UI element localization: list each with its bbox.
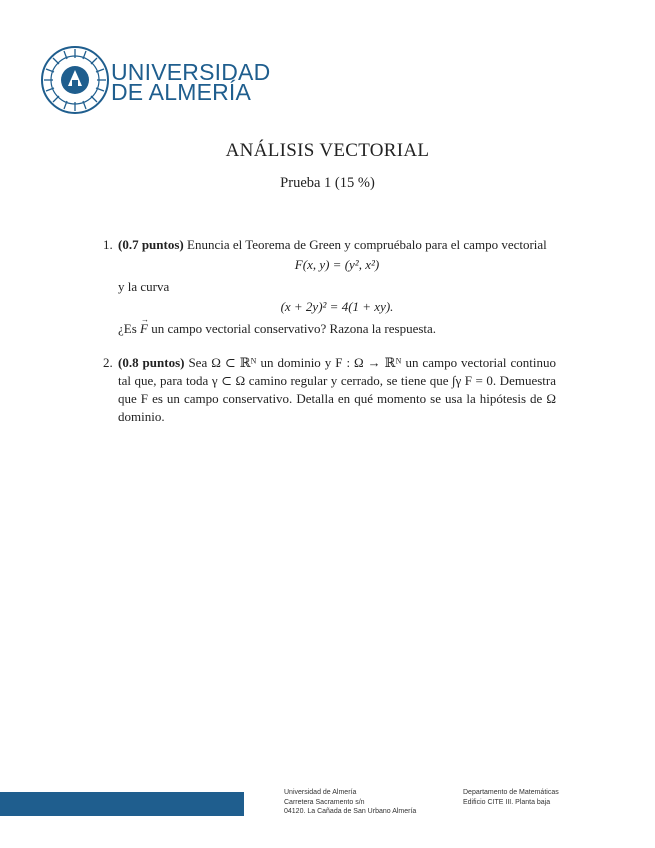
university-seal-icon — [40, 42, 112, 120]
question-text: un campo vectorial conservativo? Razona la respuesta. — [151, 321, 437, 336]
footer-line: Edificio CITE III. Planta baja — [463, 798, 551, 806]
question-text: ¿Es — [118, 321, 137, 336]
footer-department — [463, 788, 559, 807]
question-text: y la curva — [118, 279, 170, 294]
question-number: 1. — [103, 237, 113, 252]
vector-field-formula: F(x, y) = (y², x²) — [294, 257, 380, 272]
footer-address — [284, 788, 416, 817]
footer-line: Departamento de Matemáticas — [463, 789, 559, 796]
curve-formula: (x + 2y)² = 4(1 + xy). — [280, 299, 394, 314]
footer-line: 04120. La Cañada de San Urbano Almería — [284, 808, 417, 815]
vector-variable: → F — [140, 320, 148, 338]
university-name — [111, 59, 271, 105]
question-number: 2. — [103, 355, 113, 370]
footer-bar — [0, 792, 244, 816]
question-points: (0.7 puntos) — [118, 237, 184, 252]
question-text: Enuncia el Teorema de Green y compruébalo para el campo vectorial — [187, 237, 547, 252]
question-2 — [103, 354, 556, 426]
exam-title: ANÁLISIS VECTORIAL — [225, 140, 430, 161]
question-points: (0.8 puntos) — [118, 355, 185, 370]
logo-line-1: UNIVERSIDAD — [111, 59, 271, 85]
question-text: Sea Ω ⊂ ℝᴺ un dominio y F : Ω → ℝᴺ un campo vectorial continuo tal que, para toda γ ⊂ Ω camino regular y cerrado, se tiene que ∫γ F = 0. Demuestra que F es un campo conservativo. Detalla en qué momento se usa la hipótesis de Ω dominio. — [118, 355, 556, 424]
footer-line: Universidad de Almería — [284, 789, 357, 796]
exam-subtitle: Prueba 1 (15 %) — [280, 175, 375, 191]
logo-line-2: DE ALMERÍA — [111, 79, 252, 105]
footer-line: Carretera Sacramento s/n — [284, 798, 365, 806]
question-1 — [103, 236, 556, 338]
